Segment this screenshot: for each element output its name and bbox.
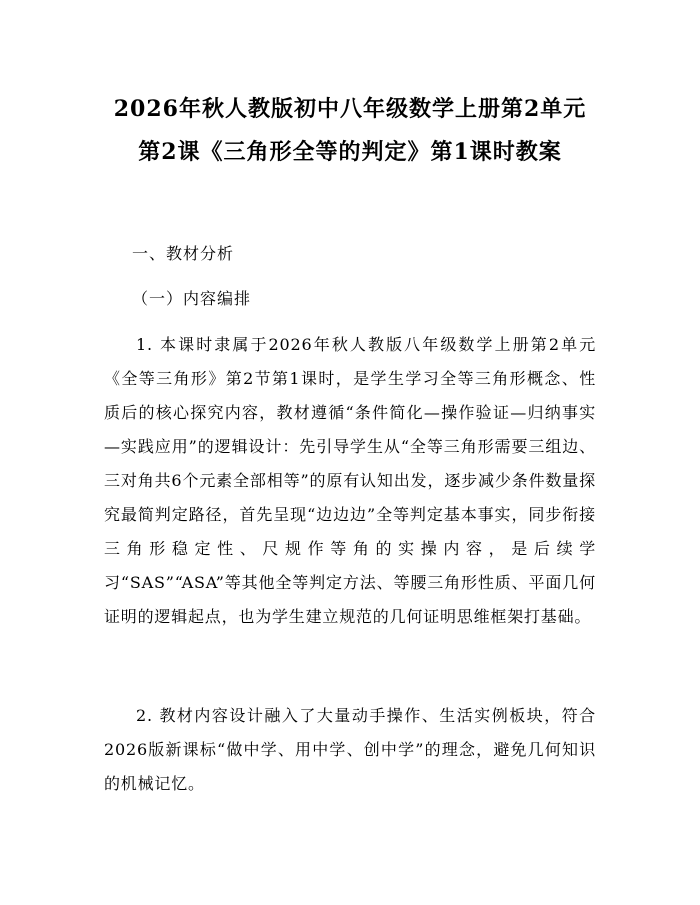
paragraph-2: 2. 教材内容设计融入了大量动手操作、生活实例板块，符合2026版新课标“做中学、用中学、创中学”的理念，避免几何知识的机械记忆。 [104, 706, 596, 793]
document-title: 2026年秋人教版初中八年级数学上册第2单元第2课《三角形全等的判定》第1课时教案 [113, 96, 587, 165]
paragraph-1: 1. 本课时隶属于2026年秋人教版八年级数学上册第2单元《全等三角形》第2节第1课时，是学生学习全等三角形概念、性质后的核心探究内容，教材遵循“条件简化—操作验证—归纳事实—实践应用”的逻辑设计：先引导学生从“全等三角形需要三组边、三对角共6个元素全部相等”的原有认知出发，逐步减少条件数量探究最简判定路径，首先呈现“边边边”全等判定基本事实，同步衔接三角形稳定性、尺规作等角的实操内容，是后续学习“SAS”“ASA”等其他全等判定方法、等腰三角形性质、平面几何证明的逻辑起点，也为学生建立规范的几何证明思维框架打基础。 [104, 335, 596, 626]
section-heading: 一、教材分析 [132, 244, 235, 263]
subsection-heading: （一）内容编排 [132, 289, 252, 308]
